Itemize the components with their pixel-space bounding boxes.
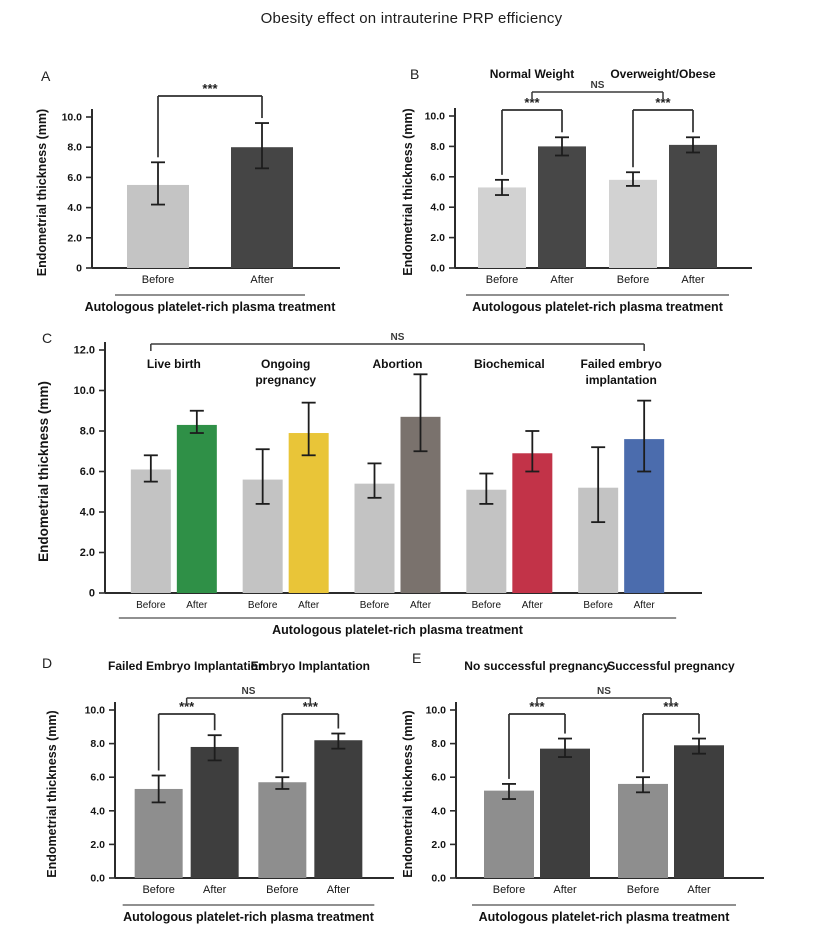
y-tick-label: 8.0 bbox=[90, 738, 105, 751]
bar-label: Before bbox=[626, 884, 660, 896]
y-tick-label: 10.0 bbox=[73, 385, 95, 397]
ns-label: NS bbox=[241, 686, 256, 697]
bar-label: After bbox=[298, 600, 320, 611]
y-tick-label: 4.0 bbox=[67, 202, 82, 215]
sig-label: *** bbox=[179, 699, 195, 714]
y-tick-label: 10.0 bbox=[425, 704, 446, 717]
group-title: Embryo Implantation bbox=[250, 659, 371, 673]
bar-label: Before bbox=[141, 274, 175, 286]
bar-label: Before bbox=[492, 884, 526, 896]
bar-after bbox=[314, 740, 362, 878]
y-tick-label: 6.0 bbox=[431, 771, 446, 784]
bar-before bbox=[609, 180, 657, 268]
y-tick-label: 2.0 bbox=[430, 232, 445, 245]
bar-label: After bbox=[550, 274, 574, 286]
y-tick-label: 6.0 bbox=[430, 171, 445, 184]
bar-after bbox=[177, 425, 217, 593]
sig-label: *** bbox=[529, 699, 545, 714]
y-tick-label: 0 bbox=[76, 262, 82, 275]
bar-label: After bbox=[250, 274, 274, 286]
bar-before bbox=[258, 782, 306, 878]
group-title: Abortion bbox=[372, 357, 423, 371]
panel-d bbox=[28, 650, 405, 930]
bar-label: After bbox=[409, 600, 432, 611]
group-title: Live birth bbox=[146, 357, 201, 371]
x-axis-title: Autologous platelet-rich plasma treatment bbox=[84, 300, 336, 314]
bar-before bbox=[618, 784, 668, 878]
group-title: Successful pregnancy bbox=[607, 659, 735, 673]
y-tick-label: 0.0 bbox=[430, 262, 445, 275]
group-title: Ongoing bbox=[261, 357, 311, 371]
y-tick-label: 0.0 bbox=[90, 872, 105, 885]
x-axis-title: Autologous platelet-rich plasma treatment bbox=[272, 623, 523, 637]
bar-after bbox=[674, 745, 724, 878]
bar-after bbox=[512, 453, 552, 593]
panel-a bbox=[28, 62, 373, 324]
panel-label-e: E bbox=[412, 650, 422, 666]
panel-b bbox=[398, 58, 823, 324]
bar-before bbox=[466, 490, 506, 593]
bar-label: After bbox=[203, 884, 227, 896]
ns-label: NS bbox=[590, 80, 605, 91]
y-axis-title: Endometrial thickness (mm) bbox=[45, 710, 59, 878]
bar-label: After bbox=[521, 600, 543, 611]
y-tick-label: 12.0 bbox=[73, 344, 95, 357]
bar-after bbox=[538, 146, 586, 268]
y-tick-label: 0.0 bbox=[431, 872, 446, 885]
bar-label: After bbox=[186, 600, 208, 611]
y-tick-label: 8.0 bbox=[79, 425, 95, 438]
y-tick-label: 2.0 bbox=[79, 547, 95, 559]
group-title: implantation bbox=[585, 373, 657, 387]
group-title: No successful pregnancy bbox=[464, 659, 610, 673]
y-axis-title: Endometrial thickness (mm) bbox=[36, 381, 51, 562]
bar-label: Before bbox=[583, 600, 613, 611]
sig-label: *** bbox=[655, 95, 671, 110]
y-tick-label: 4.0 bbox=[79, 506, 95, 519]
x-axis-title: Autologous platelet-rich plasma treatment bbox=[123, 910, 374, 924]
group-title: Biochemical bbox=[473, 357, 545, 371]
sig-label: *** bbox=[524, 95, 540, 110]
panel-e-chart bbox=[398, 650, 823, 930]
bar-label: Before bbox=[247, 600, 278, 611]
sig-label: *** bbox=[202, 81, 218, 96]
bar-after bbox=[289, 433, 329, 593]
y-tick-label: 10.0 bbox=[424, 110, 445, 123]
y-tick-label: 4.0 bbox=[431, 805, 446, 818]
y-tick-label: 0 bbox=[88, 587, 95, 600]
ns-label: NS bbox=[390, 332, 405, 343]
panel-label-d: D bbox=[42, 655, 53, 671]
panel-label-a: A bbox=[41, 68, 51, 84]
y-tick-label: 2.0 bbox=[67, 232, 82, 245]
y-tick-label: 4.0 bbox=[430, 201, 445, 214]
bar-label: After bbox=[553, 884, 577, 896]
panel-c-chart bbox=[28, 326, 803, 650]
y-tick-label: 2.0 bbox=[431, 838, 446, 851]
group-title: Overweight/Obese bbox=[610, 67, 716, 81]
y-tick-label: 10.0 bbox=[84, 704, 105, 717]
group-title: Failed embryo bbox=[580, 357, 662, 371]
sig-label: *** bbox=[302, 699, 318, 714]
bar-label: Before bbox=[359, 600, 390, 611]
bar-after bbox=[540, 749, 590, 878]
y-tick-label: 8.0 bbox=[431, 738, 446, 751]
panel-b-chart bbox=[398, 58, 823, 324]
panel-label-b: B bbox=[410, 66, 420, 82]
bar-after bbox=[191, 747, 239, 878]
bar-after bbox=[669, 145, 717, 268]
ns-label: NS bbox=[597, 686, 611, 697]
panel-a-chart bbox=[28, 62, 373, 324]
y-axis-title: Endometrial thickness (mm) bbox=[401, 710, 415, 878]
bar-before bbox=[478, 187, 526, 268]
panel-d-chart bbox=[28, 650, 405, 930]
panel-e bbox=[398, 650, 823, 930]
x-axis-title: Autologous platelet-rich plasma treatment bbox=[472, 300, 723, 314]
y-tick-label: 8.0 bbox=[67, 141, 82, 154]
sig-label: *** bbox=[663, 699, 679, 714]
y-tick-label: 6.0 bbox=[90, 771, 105, 784]
bar-label: Before bbox=[266, 884, 299, 896]
group-title: Normal Weight bbox=[489, 67, 575, 81]
y-axis-title: Endometrial thickness (mm) bbox=[35, 108, 49, 277]
y-axis-title: Endometrial thickness (mm) bbox=[401, 108, 415, 276]
bar-label: Before bbox=[616, 274, 650, 286]
figure-title: Obesity effect on intrauterine PRP efficiency bbox=[260, 10, 563, 27]
bar-label: Before bbox=[471, 600, 502, 611]
y-tick-label: 6.0 bbox=[79, 466, 95, 478]
x-axis-title: Autologous platelet-rich plasma treatment bbox=[478, 910, 730, 924]
bar-label: After bbox=[633, 600, 655, 611]
bar-label: Before bbox=[136, 600, 166, 611]
group-title: Failed Embryo Implantation bbox=[107, 659, 266, 673]
bar-before bbox=[355, 484, 395, 593]
y-tick-label: 10.0 bbox=[61, 111, 82, 124]
bar-label: After bbox=[326, 884, 350, 896]
y-tick-label: 6.0 bbox=[67, 171, 82, 184]
y-tick-label: 2.0 bbox=[90, 838, 105, 851]
panel-label-c: C bbox=[42, 330, 53, 346]
bar-label: Before bbox=[142, 884, 175, 896]
y-tick-label: 4.0 bbox=[90, 805, 105, 818]
panel-c bbox=[28, 326, 803, 650]
bar-before bbox=[484, 791, 534, 878]
y-tick-label: 8.0 bbox=[430, 140, 445, 153]
bar-label: After bbox=[681, 274, 705, 286]
bar-label: After bbox=[687, 884, 711, 896]
bar-before bbox=[131, 469, 171, 593]
group-title: pregnancy bbox=[255, 373, 317, 387]
bar-label: Before bbox=[485, 274, 519, 286]
